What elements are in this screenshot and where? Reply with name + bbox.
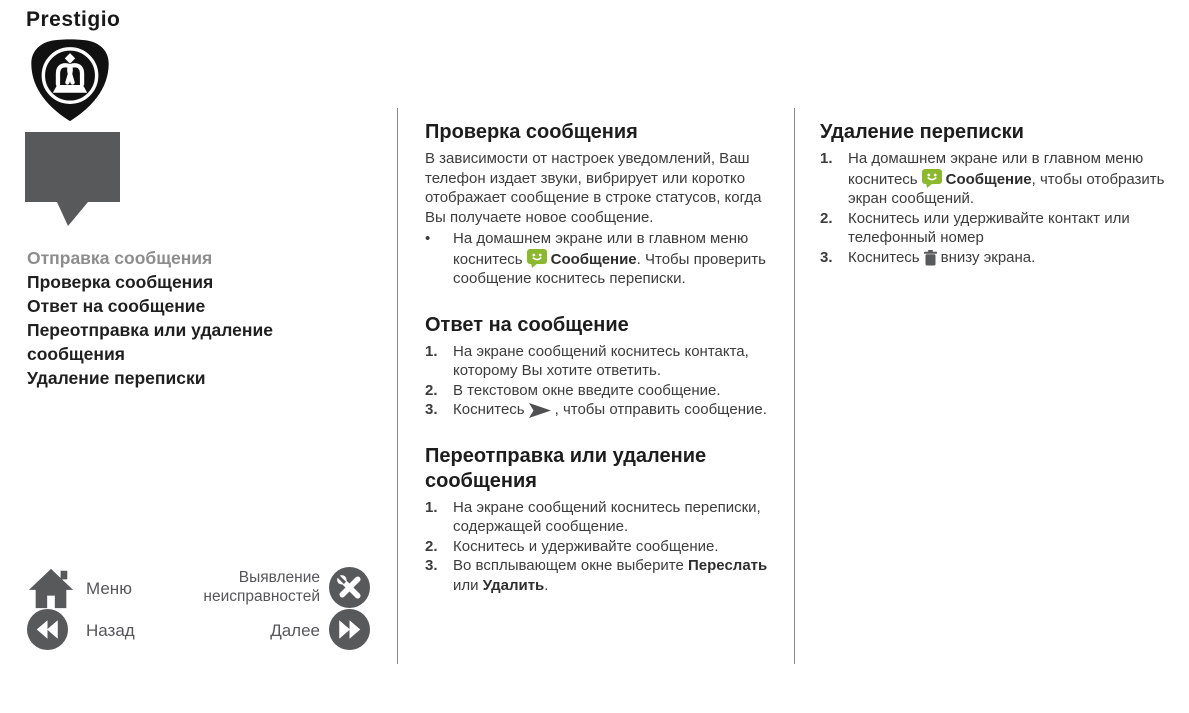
section-title: Проверка сообщения	[425, 121, 638, 143]
message-icon	[527, 249, 547, 268]
prestigio-shield-icon	[27, 36, 113, 127]
back-icon[interactable]	[27, 609, 68, 655]
step-number: 3.	[425, 557, 438, 574]
numbered-step: 1. На экране сообщений коснитесь контакта, которому Вы хотите ответить.	[425, 342, 749, 379]
toc-item-check-message[interactable]: Проверка сообщения	[27, 272, 214, 292]
right-column	[820, 120, 1168, 291]
step-number: 1.	[425, 498, 438, 516]
numbered-step: 1. На домашнем экране или в главном меню коснитесь Сообщение, чтобы отобразить экран сообщений.	[820, 150, 1165, 207]
troubleshooting-button[interactable]	[180, 568, 320, 606]
chapter-toc	[27, 246, 347, 390]
brand-logo-text: Prestigio	[26, 8, 121, 31]
numbered-step: 2. Коснитесь и удерживайте сообщение.	[425, 537, 719, 555]
speech-bubble-icon	[25, 132, 121, 233]
bullet-item: • На домашнем экране или в главном меню коснитесь Сообщение. Чтобы проверить сообщение коснитесь переписки.	[425, 230, 766, 287]
section-intro: В зависимости от настроек уведомлений, Ваш телефон издает звуки, вибрирует или коротко отображает сообщение в строке статусов, когда Вы получаете новое сообщение.	[425, 150, 762, 226]
numbered-step: 1. На экране сообщений коснитесь переписки, содержащей сообщение.	[425, 498, 761, 535]
section-title: Переотправка или удаление сообщения	[425, 444, 707, 492]
back-button[interactable]: Назад	[86, 621, 135, 640]
section-reply-message	[425, 313, 773, 420]
step-number: 3.	[820, 248, 833, 266]
numbered-step: 2. В текстовом окне введите сообщение.	[425, 381, 721, 399]
section-forward-delete-message	[425, 444, 773, 596]
column-divider	[397, 108, 398, 664]
menu-button[interactable]: Меню	[86, 579, 132, 598]
step-number: 2.	[820, 209, 833, 227]
section-check-message	[425, 120, 773, 289]
step-number: 2.	[425, 537, 438, 555]
numbered-step: 2. Коснитесь или удерживайте контакт или телефонный номер	[820, 209, 1130, 246]
next-button[interactable]: Далее	[270, 621, 320, 640]
bullet-marker: •	[425, 230, 431, 247]
numbered-step: 3. Во всплывающем окне выберите Переслать или Удалить.	[425, 557, 768, 594]
middle-column	[425, 120, 773, 619]
step-number: 3.	[425, 401, 438, 418]
toc-item-reply-message[interactable]: Ответ на сообщение	[27, 296, 206, 316]
trash-icon	[924, 250, 937, 266]
toc-item-forward-delete-message[interactable]: Переотправка или удаление сообщения	[27, 320, 273, 364]
toc-item-send-message[interactable]: Отправка сообщения	[27, 248, 213, 268]
column-divider	[794, 108, 795, 664]
home-icon[interactable]	[28, 567, 74, 614]
section-delete-conversation	[820, 120, 1168, 267]
step-number: 1.	[425, 342, 438, 360]
numbered-step: 3. Коснитесь , чтобы отправить сообщение.	[425, 401, 767, 418]
toc-item-delete-conversation[interactable]: Удаление переписки	[27, 368, 206, 388]
section-title: Удаление переписки	[820, 121, 1024, 143]
section-title: Ответ на сообщение	[425, 313, 629, 336]
message-icon	[922, 169, 942, 188]
send-icon	[529, 403, 551, 418]
numbered-step: 3. Коснитесь внизу экрана.	[820, 248, 1036, 266]
next-icon[interactable]	[329, 609, 370, 655]
step-number: 1.	[820, 150, 833, 167]
crossed-tools-icon[interactable]	[329, 567, 370, 613]
troubleshooting-label-line1: Выявление	[238, 569, 320, 586]
step-number: 2.	[425, 381, 438, 399]
troubleshooting-label-line2: неисправностей	[203, 588, 320, 605]
